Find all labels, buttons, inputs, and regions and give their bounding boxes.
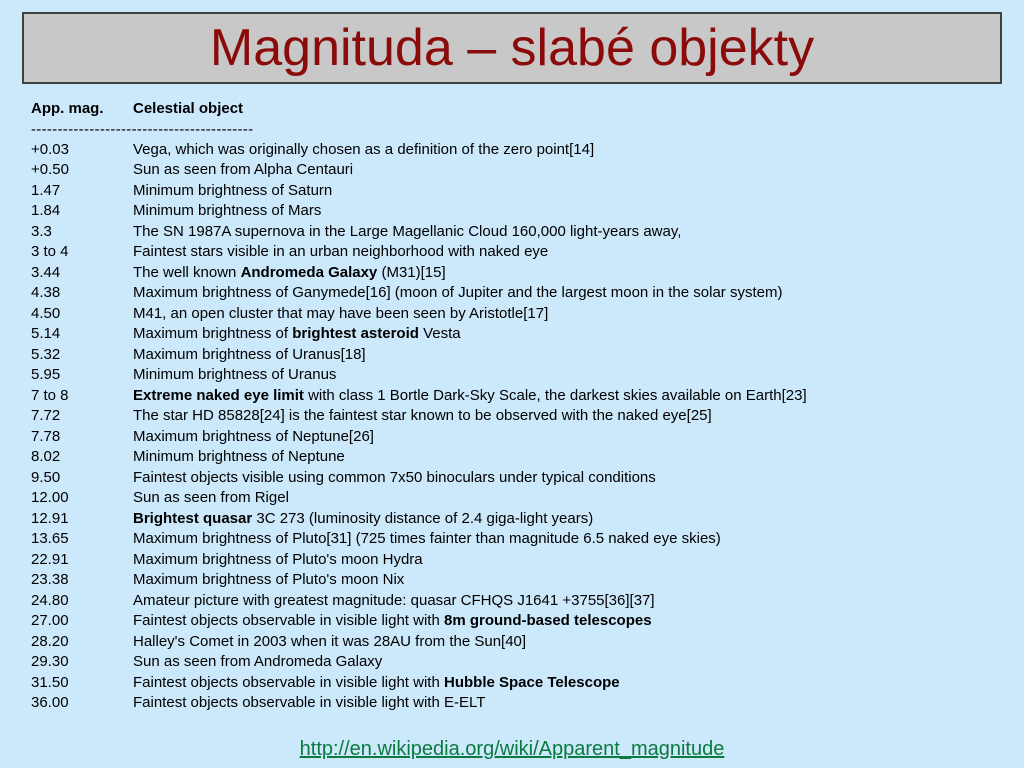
celestial-object-cell (133, 242, 1006, 263)
app-mag-cell: 4.50 (31, 304, 61, 322)
text: Faintest objects visible using common 7x50 binoculars under typical conditions (133, 468, 656, 486)
celestial-object-cell (133, 160, 1006, 181)
table-row (31, 386, 1006, 407)
text: Sun as seen from Alpha Centauri (133, 161, 354, 178)
app-mag-cell: 27.00 (31, 612, 69, 629)
table-row (31, 365, 1006, 386)
table-row (31, 652, 1006, 673)
bold-text: Extreme naked eye limit (133, 386, 304, 404)
table-row (31, 488, 1006, 509)
text: Sun as seen from Andromeda Galaxy (133, 653, 383, 670)
text: 3C 273 (luminosity distance of 2.4 giga-light years) (252, 509, 594, 527)
table-row (31, 201, 1006, 222)
app-mag-cell: +0.50 (31, 161, 69, 178)
celestial-object-cell (133, 140, 1006, 161)
table-row (31, 160, 1006, 181)
bold-text: 8m ground-based telescopes (444, 612, 652, 629)
table-row (31, 283, 1006, 304)
table-row (31, 611, 1006, 632)
celestial-object-cell (133, 611, 1006, 632)
magnitude-table (31, 99, 1006, 714)
text: Faintest objects observable in visible light with (133, 673, 444, 691)
text: The well known (133, 263, 241, 281)
table-row (31, 345, 1006, 366)
text: Halley's Comet in 2003 when it was 28AU from the Sun[40] (133, 632, 527, 650)
celestial-object-cell (133, 427, 1006, 448)
app-mag-cell: 24.80 (31, 591, 69, 609)
text: Minimum brightness of Neptune (133, 448, 345, 465)
text: Amateur picture with greatest magnitude: quasar CFHQS J1641 +3755[36][37] (133, 591, 655, 609)
table-row (31, 673, 1006, 694)
text: Vega, which was originally chosen as a definition of the zero point[14] (133, 140, 595, 158)
celestial-object-cell (133, 570, 1006, 591)
text: (M31)[15] (377, 263, 446, 281)
text: The star HD 85828[24] is the faintest star known to be observed with the naked eye[25] (133, 407, 712, 424)
table-row (31, 140, 1006, 161)
table-row (31, 570, 1006, 591)
table-row (31, 529, 1006, 550)
page-title: Magnituda – slabé objekty (209, 19, 815, 77)
table-row (31, 693, 1006, 714)
celestial-object-cell (133, 345, 1006, 366)
text: Maximum brightness of Pluto's moon Hydra (133, 550, 423, 568)
celestial-object-cell (133, 406, 1006, 427)
table-row (31, 427, 1006, 448)
text: Maximum brightness of Pluto's moon Nix (133, 571, 405, 588)
table-row (31, 242, 1006, 263)
app-mag-cell: 4.38 (31, 284, 61, 301)
text: Minimum brightness of Saturn (133, 181, 333, 199)
table-row (31, 468, 1006, 489)
celestial-object-cell (133, 632, 1006, 653)
text: The SN 1987A supernova in the Large Magellanic Cloud 160,000 light-years away, (133, 222, 682, 240)
app-mag-cell: 13.65 (31, 530, 69, 547)
celestial-object-cell (133, 222, 1006, 243)
app-mag-cell: 7.72 (31, 407, 61, 424)
celestial-object-cell (133, 263, 1006, 284)
celestial-object-cell (133, 652, 1006, 673)
header-celestial-object: Celestial object (133, 100, 244, 117)
divider-line: ------------------------------------------ (31, 120, 254, 138)
app-mag-cell: 9.50 (31, 468, 61, 486)
text: Minimum brightness of Mars (133, 202, 322, 219)
text: Faintest objects observable in visible light with (133, 612, 444, 629)
text: Vesta (418, 325, 461, 342)
celestial-object-cell (133, 468, 1006, 489)
app-mag-cell: 28.20 (31, 632, 69, 650)
app-mag-cell: 23.38 (31, 571, 69, 588)
app-mag-cell: +0.03 (31, 140, 69, 158)
celestial-object-cell (133, 447, 1006, 468)
app-mag-cell: 31.50 (31, 673, 69, 691)
celestial-object-cell (133, 181, 1006, 202)
app-mag-cell: 36.00 (31, 694, 69, 711)
table-row (31, 509, 1006, 530)
table-row (31, 632, 1006, 653)
text: Faintest stars visible in an urban neighborhood with naked eye (133, 243, 549, 260)
app-mag-cell: 22.91 (31, 550, 69, 568)
celestial-object-cell (133, 386, 1006, 407)
app-mag-cell: 12.91 (31, 509, 69, 527)
app-mag-cell: 1.84 (31, 202, 61, 219)
app-mag-cell: 3.44 (31, 263, 61, 281)
table-header (31, 99, 1006, 120)
celestial-object-cell (133, 365, 1006, 386)
celestial-object-cell (133, 488, 1006, 509)
table-row (31, 550, 1006, 571)
source-link[interactable]: http://en.wikipedia.org/wiki/Apparent_magnitude (299, 738, 725, 760)
celestial-object-cell (133, 591, 1006, 612)
text: Maximum brightness of Ganymede[16] (moon of Jupiter and the largest moon in the solar system) (133, 284, 783, 301)
app-mag-cell: 7.78 (31, 427, 61, 445)
text: Maximum brightness of Neptune[26] (133, 427, 374, 445)
app-mag-cell: 7 to 8 (31, 386, 69, 404)
title-box (22, 12, 1002, 84)
bold-text: Andromeda Galaxy (240, 263, 378, 281)
app-mag-cell: 8.02 (31, 448, 61, 465)
app-mag-cell: 5.32 (31, 345, 61, 363)
bold-text: brightest asteroid (292, 325, 419, 342)
app-mag-cell: 12.00 (31, 489, 69, 506)
text: Maximum brightness of Pluto[31] (725 times fainter than magnitude 6.5 naked eye skies) (133, 530, 721, 547)
app-mag-cell: 1.47 (31, 181, 61, 199)
celestial-object-cell (133, 283, 1006, 304)
header-app-mag: App. mag. (31, 100, 104, 117)
app-mag-cell: 29.30 (31, 653, 69, 670)
app-mag-cell: 3 to 4 (31, 243, 69, 260)
app-mag-cell: 5.14 (31, 325, 61, 342)
text: Maximum brightness of (133, 325, 293, 342)
text: M41, an open cluster that may have been seen by Aristotle[17] (133, 304, 549, 322)
celestial-object-cell (133, 304, 1006, 325)
celestial-object-cell (133, 693, 1006, 714)
table-row (31, 324, 1006, 345)
bold-text: Brightest quasar (133, 509, 253, 527)
celestial-object-cell (133, 201, 1006, 222)
text: with class 1 Bortle Dark-Sky Scale, the darkest skies available on Earth[23] (303, 386, 807, 404)
celestial-object-cell (133, 324, 1006, 345)
app-mag-cell: 3.3 (31, 222, 52, 240)
celestial-object-cell (133, 673, 1006, 694)
celestial-object-cell (133, 550, 1006, 571)
bold-text: Hubble Space Telescope (444, 673, 620, 691)
table-row (31, 304, 1006, 325)
table-row (31, 181, 1006, 202)
table-row (31, 591, 1006, 612)
table-row (31, 222, 1006, 243)
celestial-object-cell (133, 529, 1006, 550)
table-row (31, 263, 1006, 284)
text: Minimum brightness of Uranus (133, 366, 337, 383)
app-mag-cell: 5.95 (31, 366, 61, 383)
text: Maximum brightness of Uranus[18] (133, 345, 366, 363)
table-row (31, 406, 1006, 427)
text: Sun as seen from Rigel (133, 489, 289, 506)
table-body (31, 140, 1006, 714)
table-row (31, 447, 1006, 468)
celestial-object-cell (133, 509, 1006, 530)
text: Faintest objects observable in visible light with E-ELT (133, 694, 486, 711)
